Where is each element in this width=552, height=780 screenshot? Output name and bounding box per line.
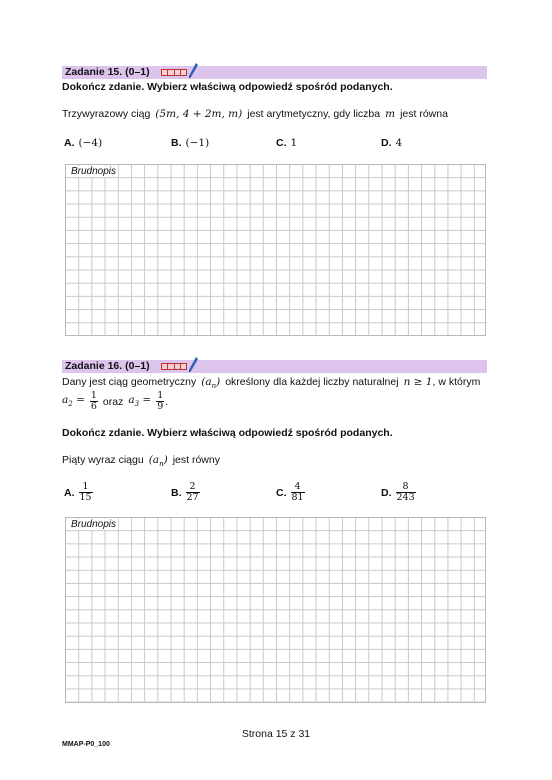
task16-intro-prefix: Dany jest ciąg geometryczny: [62, 376, 197, 388]
option-fraction: $\frac{1}{15}$: [79, 481, 92, 503]
option-fraction: $\frac{8}{243}$: [396, 481, 415, 503]
task16-intro-seq: $(a_n)$: [201, 376, 221, 391]
task15-question-var: m: [385, 108, 396, 120]
task16-scratchpad[interactable]: [65, 517, 486, 703]
task16-given: $a_2$ = $\frac{1}{6}$ oraz $a_3$ = $\frac{1}{9}$ .: [62, 390, 169, 412]
option-letter: C.: [276, 486, 287, 499]
task15-question-mid: jest arytmetyczny, gdy liczba: [247, 108, 381, 120]
task16-question-seq: $(a_n)$: [148, 454, 168, 469]
pen-icon: [188, 63, 198, 79]
task15-question-suffix: jest równa: [400, 108, 448, 120]
option-value: 4: [395, 137, 403, 149]
task15-question-seq: (5m, 4 + 2m, m): [155, 108, 243, 120]
and-word: oraz: [102, 395, 124, 408]
task16-intro-suffix: , w którym: [432, 376, 481, 388]
task15-header: [62, 66, 487, 79]
option-letter: C.: [276, 137, 287, 149]
task16-question-suffix: jest równy: [172, 454, 220, 466]
option-letter: D.: [381, 137, 392, 149]
a3-label: $a_3$ =: [128, 394, 152, 409]
task16-question: [62, 454, 220, 468]
task16-option-c[interactable]: [276, 482, 305, 503]
task15-option-d[interactable]: [381, 137, 402, 149]
a2-label: $a_2$ =: [62, 394, 85, 409]
task16-intro: [62, 376, 480, 390]
task15-scratchpad[interactable]: [65, 164, 486, 336]
page-number: Strona 15 z 31: [241, 728, 311, 740]
option-letter: D.: [381, 486, 392, 499]
task16-option-a[interactable]: [64, 482, 93, 503]
score-boxes-icon: [161, 69, 187, 76]
scratchpad-label: Brudnopis: [71, 166, 117, 177]
task15-instruction: Dokończ zdanie. Wybierz właściwą odpowiedź spośród podanych.: [62, 81, 393, 93]
a3-fraction: $\frac{1}{9}$: [157, 390, 164, 412]
a2-fraction: $\frac{1}{6}$: [90, 390, 97, 412]
task15-question-prefix: Trzywyrazowy ciąg: [62, 108, 151, 120]
pen-icon: [188, 357, 198, 373]
task16-option-b[interactable]: [171, 482, 200, 503]
option-letter: A.: [64, 486, 75, 499]
task16-intro-cond: n ≥ 1: [403, 376, 433, 388]
task15-option-a[interactable]: [64, 137, 102, 149]
option-fraction: $\frac{4}{81}$: [291, 481, 304, 503]
option-fraction: $\frac{2}{27}$: [186, 481, 199, 503]
task16-option-d[interactable]: [381, 482, 416, 503]
task16-instruction: Dokończ zdanie. Wybierz właściwą odpowiedź spośród podanych.: [62, 427, 393, 439]
task15-option-c[interactable]: [276, 137, 297, 149]
option-value: (−1): [185, 137, 210, 149]
score-boxes-icon: [161, 363, 187, 370]
option-value: 1: [290, 137, 298, 149]
task16-title: Zadanie 16. (0–1): [65, 360, 150, 372]
task15-title: Zadanie 15. (0–1): [65, 66, 150, 78]
option-letter: B.: [171, 486, 182, 499]
option-letter: B.: [171, 137, 182, 149]
task16-question-prefix: Piąty wyraz ciągu: [62, 454, 144, 466]
scratchpad-label: Brudnopis: [71, 519, 117, 530]
task16-intro-mid: określony dla każdej liczby naturalnej: [225, 376, 399, 388]
option-letter: A.: [64, 137, 75, 149]
task15-option-b[interactable]: [171, 137, 209, 149]
option-value: (−4): [78, 137, 103, 149]
exam-code: MMAP-P0_100: [62, 741, 110, 748]
task16-header: [62, 360, 487, 373]
task15-question: [62, 108, 448, 120]
